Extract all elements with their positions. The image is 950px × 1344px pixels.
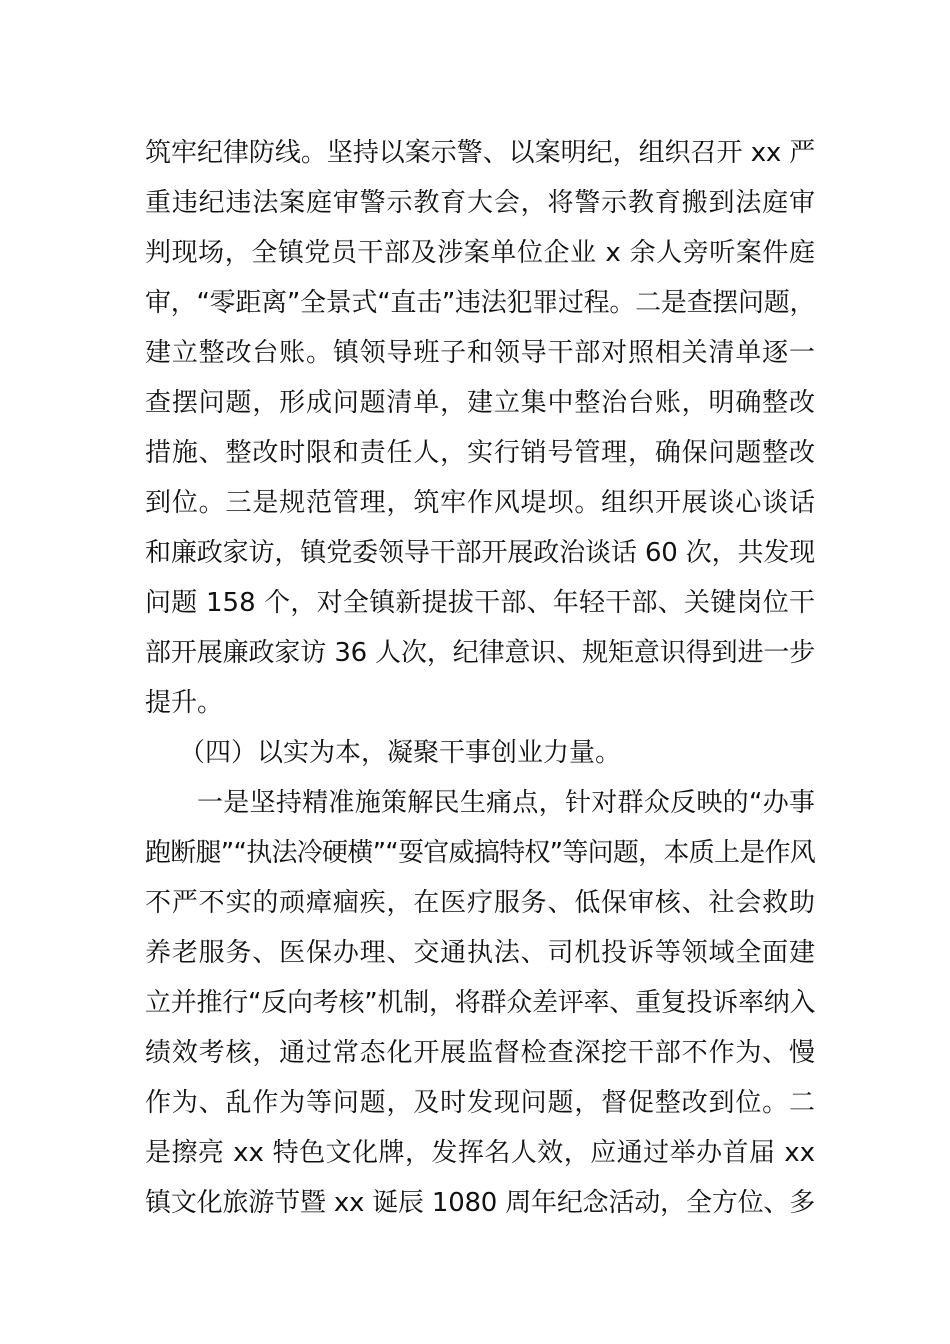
text-line: 镇文化旅游节暨 xx 诞辰 1080 周年纪念活动，全方位、多 xyxy=(145,1188,815,1218)
text-line: 不严不实的顽瘴痼疾，在医疗服务、低保审核、社会救助 xyxy=(145,888,815,918)
text-line: 查摆问题，形成问题清单，建立集中整治台账，明确整改 xyxy=(145,388,815,418)
text-line: 审，“零距离”全景式“直击”违法犯罪过程。二是查摆问题， xyxy=(145,288,815,318)
text-line: 跑断腿”“执法冷硬横”“耍官威搞特权”等问题，本质上是作风 xyxy=(145,838,815,868)
text-line: 措施、整改时限和责任人，实行销号管理，确保问题整改 xyxy=(145,438,815,468)
text-line: 一是坚持精准施策解民生痛点，针对群众反映的“办事 xyxy=(197,788,815,818)
document-body xyxy=(145,128,815,1228)
text-line: 是擦亮 xx 特色文化牌，发挥名人效，应通过举办首届 xx xyxy=(145,1138,815,1168)
text-line: 重违纪违法案庭审警示教育大会，将警示教育搬到法庭审 xyxy=(145,188,815,218)
text-line: 问题 158 个，对全镇新提拔干部、年轻干部、关键岗位干 xyxy=(145,588,815,618)
text-line: 筑牢纪律防线。坚持以案示警、以案明纪，组织召开 xx 严 xyxy=(145,138,815,168)
text-line: 部开展廉政家访 36 人次，纪律意识、规矩意识得到进一步 xyxy=(145,638,815,668)
section-heading: （四）以实为本，凝聚干事创业力量。 xyxy=(179,738,622,768)
text-line: 到位。三是规范管理，筑牢作风堤坝。组织开展谈心谈话 xyxy=(145,488,815,518)
text-line: 养老服务、医保办理、交通执法、司机投诉等领域全面建 xyxy=(145,938,815,968)
text-line: 建立整改台账。镇领导班子和领导干部对照相关清单逐一 xyxy=(145,338,815,368)
text-line: 提升。 xyxy=(145,688,224,718)
text-line: 和廉政家访，镇党委领导干部开展政治谈话 60 次，共发现 xyxy=(145,538,815,568)
text-line: 立并推行“反向考核”机制，将群众差评率、重复投诉率纳入 xyxy=(145,988,816,1018)
text-line: 判现场，全镇党员干部及涉案单位企业 x 余人旁听案件庭 xyxy=(145,238,815,268)
text-line: 作为、乱作为等问题，及时发现问题，督促整改到位。二 xyxy=(145,1088,815,1118)
text-line: 绩效考核，通过常态化开展监督检查深挖干部不作为、慢 xyxy=(145,1038,815,1068)
